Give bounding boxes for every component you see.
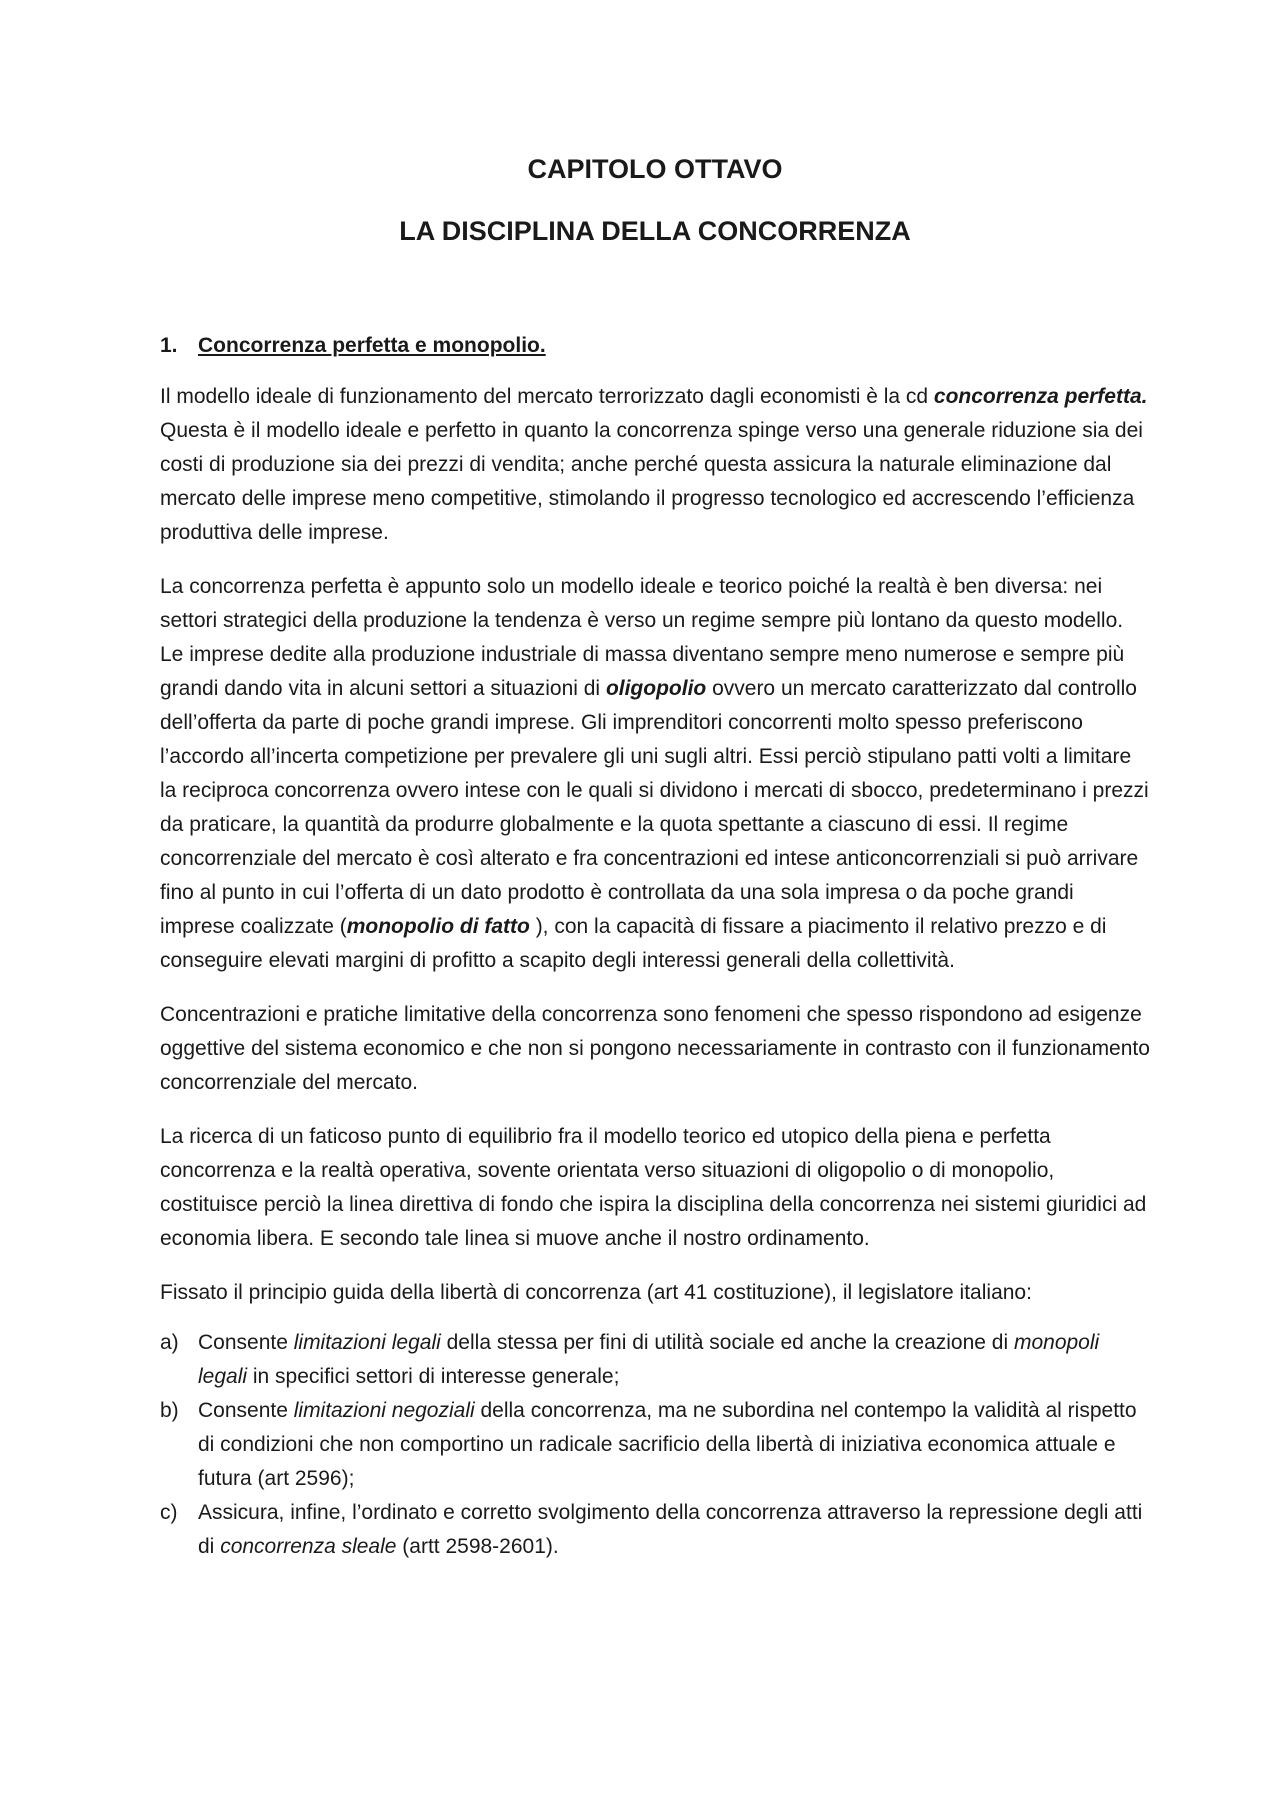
list-item-text: della stessa per fini di utilità sociale ed anche la creazione di bbox=[440, 1331, 1014, 1354]
list-item-body bbox=[198, 1394, 1150, 1496]
paragraph-4: La ricerca di un faticoso punto di equilibrio fra il modello teorico ed utopico della piena e perfetta concorrenza e la realtà operativa, sovente orientata verso situazioni di oligopolio o di monopolio, costituisce perciò la linea direttiva di fondo che ispira la disciplina della concorrenza nei sistemi giuridici ad economia libera. E secondo tale linea si muove anche il nostro ordinamento. bbox=[160, 1125, 1147, 1250]
list-item-text: (artt 2598-2601). bbox=[396, 1535, 559, 1558]
paragraph-2 bbox=[160, 570, 1150, 978]
list-item-text: della concorrenza, ma ne subordina nel contempo la validità al rispetto di condizioni che non comportino un radicale sacrificio della libertà di iniziativa economica attuale e futura (art 2596); bbox=[198, 1399, 1137, 1490]
paragraph-1-text-c: Questa è il modello ideale e perfetto in quanto la concorrenza spinge verso una generale riduzione sia dei costi di produzione sia dei prezzi di vendita; anche perché questa assicura la naturale eliminazione dal mercato delle imprese meno competitive, stimolando il progresso tecnologico ed accrescendo l’efficienza produttiva delle imprese. bbox=[160, 419, 1143, 544]
list-item-text: Consente bbox=[198, 1399, 294, 1422]
term-limitazioni-negoziali: limitazioni negoziali bbox=[293, 1399, 475, 1422]
list-marker: b) bbox=[160, 1399, 179, 1422]
list-item-body bbox=[198, 1326, 1150, 1394]
section-heading bbox=[160, 332, 1150, 360]
section-number: 1. bbox=[160, 334, 178, 357]
term-concorrenza-sleale: concorrenza sleale bbox=[220, 1535, 397, 1558]
section-title: Concorrenza perfetta e monopolio. bbox=[198, 334, 546, 357]
paragraph-2-text-e: ), con la capacità di fissare a piacimento il relativo prezzo e di conseguire elevati margini di profitto a scapito degli interessi generali della collettività. bbox=[160, 915, 1107, 972]
list-item-text: Assicura, infine, l’ordinato e corretto svolgimento della concorrenza attraverso la repressione degli atti di bbox=[198, 1501, 1143, 1558]
list-item-text: in specifici settori di interesse generale; bbox=[247, 1365, 620, 1388]
term-concorrenza-perfetta: concorrenza perfetta. bbox=[933, 385, 1148, 408]
paragraph-1-text-a: Il modello ideale di funzionamento del mercato terrorizzato dagli economisti è la cd bbox=[160, 385, 934, 408]
paragraph-3: Concentrazioni e pratiche limitative della concorrenza sono fenomeni che spesso rispondono ad esigenze oggettive del sistema economico e che non si pongono necessariamente in contrasto con il funzionamento concorrenziale del mercato. bbox=[160, 1003, 1150, 1094]
paragraph-2-text-a: La concorrenza perfetta è appunto solo un modello ideale e teorico poiché la realtà è ben diversa: nei settori strategici della produzione la tendenza è verso un regime sempre più lontano da questo modello. Le imprese dedite alla produzione industriale di massa diventano sempre meno numerose e sempre più grandi dando vita in alcuni settori a situazioni di bbox=[160, 575, 1125, 700]
paragraph-5: Fissato il principio guida della libertà di concorrenza (art 41 costituzione), il legislatore italiano: bbox=[160, 1281, 1032, 1304]
list-item-text: Consente bbox=[198, 1331, 294, 1354]
term-limitazioni-legali: limitazioni legali bbox=[293, 1331, 441, 1354]
list-item bbox=[160, 1326, 1150, 1394]
paragraph-1 bbox=[160, 380, 1150, 550]
term-oligopolio: oligopolio bbox=[605, 677, 707, 700]
chapter-subtitle: LA DISCIPLINA DELLA CONCORRENZA bbox=[399, 216, 911, 246]
term-monopoli-legali: monopoli legali bbox=[198, 1331, 1100, 1388]
legislator-list bbox=[160, 1326, 1150, 1564]
list-item bbox=[160, 1496, 1150, 1564]
term-monopolio-di-fatto: monopolio di fatto bbox=[346, 915, 530, 938]
document-page bbox=[160, 152, 1150, 1564]
paragraph-2-text-c: ovvero un mercato caratterizzato dal controllo dell’offerta da parte di poche grandi imprese. Gli imprenditori concorrenti molto spesso preferiscono l’accordo all’incerta competizione per prevalere gli uni sugli altri. Essi perciò stipulano patti volti a limitare la reciproca concorrenza ovvero intese con le quali si dividono i mercati di sbocco, predeterminano i prezzi da praticare, la quantità da produrre globalmente e la quota spettante a ciascuno di essi. Il regime concorrenziale del mercato è così alterato e fra concentrazioni ed intese anticoncorrenziali si può arrivare fino al punto in cui l’offerta di un dato prodotto è controllata da una sola impresa o da poche grandi imprese coalizzate ( bbox=[160, 677, 1149, 938]
list-item-body bbox=[198, 1496, 1150, 1564]
list-item bbox=[160, 1394, 1150, 1496]
list-marker: c) bbox=[160, 1501, 178, 1524]
chapter-title: CAPITOLO OTTAVO bbox=[527, 154, 783, 184]
list-marker: a) bbox=[160, 1331, 179, 1354]
